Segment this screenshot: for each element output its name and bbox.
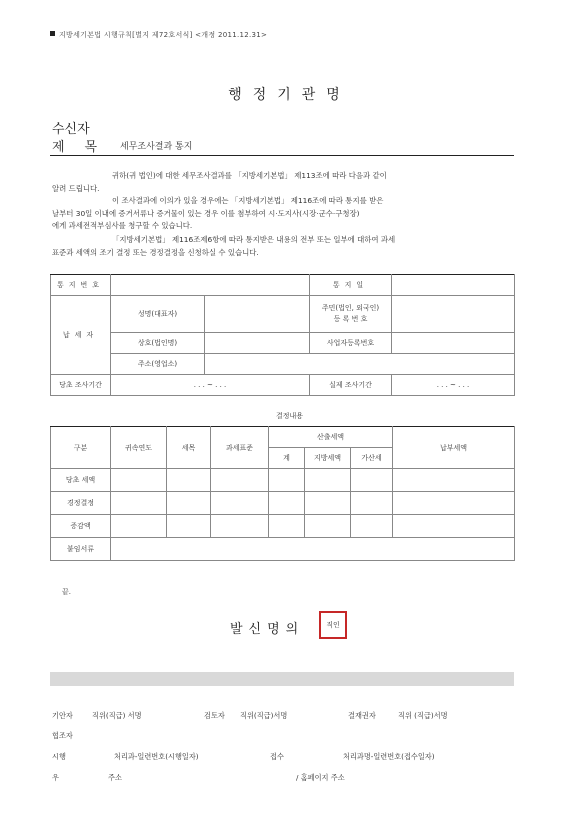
cell[interactable]	[167, 469, 211, 492]
resident-no-line: 등 록 번 호	[333, 315, 368, 323]
cell[interactable]	[351, 492, 393, 515]
subject-label: 제목	[52, 140, 118, 155]
row-label: 증감액	[51, 515, 111, 538]
row-label: 경정결정	[51, 492, 111, 515]
enforce-label: 시행	[52, 752, 66, 761]
decision-label: 결정내용	[275, 412, 304, 420]
table-row	[51, 538, 515, 561]
paragraph-line: 이 조사결과에 이의가 있을 경우에는 「지방세기본법」 제116조에 따라 통지를 받은	[112, 196, 384, 205]
paragraph-line: 귀하(귀 법인)에 대한 세무조사결과를 「지방세기본법」 제113조에 따라 다음과 같이	[112, 171, 387, 180]
decision-table	[50, 426, 515, 561]
approver-position: 직위 (직급)서명	[398, 711, 448, 720]
biz-reg-no-value[interactable]	[392, 333, 515, 354]
address-label: 주소(영업소)	[111, 354, 205, 375]
biz-reg-no-label: 사업자등록번호	[310, 333, 392, 354]
enforce-value: 처리과-일련번호(시행일자)	[114, 752, 199, 761]
cell[interactable]	[211, 469, 269, 492]
name-value[interactable]	[205, 296, 310, 333]
cell[interactable]	[211, 515, 269, 538]
sender-name: 발신명의	[230, 622, 305, 637]
cell[interactable]	[351, 515, 393, 538]
table-row	[51, 469, 515, 492]
actual-period-value[interactable]: . . . ~ . . .	[392, 375, 515, 396]
col-total: 계	[269, 448, 305, 469]
notice-no-label: 통지번호	[51, 275, 111, 296]
resident-no-label	[310, 296, 392, 333]
notice-date-value[interactable]	[392, 275, 515, 296]
attachments-label: 붙임서류	[51, 538, 111, 561]
cell[interactable]	[305, 492, 351, 515]
col-tax-item: 세목	[167, 427, 211, 469]
col-category: 구분	[51, 427, 111, 469]
table-row	[51, 492, 515, 515]
notice-paragraph-2	[52, 195, 514, 233]
cell[interactable]	[269, 492, 305, 515]
cell[interactable]	[111, 515, 167, 538]
square-bullet-icon	[50, 31, 55, 36]
notice-paragraph-1	[52, 170, 514, 195]
receipt-value: 처리과명-일련번호(접수일자)	[343, 752, 435, 761]
recipient-label: 수신자	[52, 122, 90, 137]
seal-label: 직인	[326, 621, 340, 629]
subject-divider	[50, 155, 514, 156]
cell[interactable]	[393, 469, 515, 492]
paragraph-line: 표준과 세액의 조기 결정 또는 경정결정을 신청하실 수 있습니다.	[52, 247, 259, 257]
notice-no-value[interactable]	[111, 275, 310, 296]
name-label: 성명(대표자)	[111, 296, 205, 333]
form-reference-text: 지방세기본법 시행규칙[별지 제72호서식] <개정 2011.12.31>	[59, 31, 268, 39]
resident-no-value[interactable]	[392, 296, 515, 333]
cell[interactable]	[269, 515, 305, 538]
zip-label: 우	[52, 773, 59, 782]
reviewer-position: 직위(직급)서명	[240, 711, 288, 720]
end-mark: 끝.	[62, 588, 71, 596]
taxpayer-label: 납세자	[51, 296, 111, 375]
form-reference-note	[50, 30, 267, 40]
cell[interactable]	[269, 469, 305, 492]
row-label: 당초 세액	[51, 469, 111, 492]
cell[interactable]	[351, 469, 393, 492]
notice-date-label: 통지일	[310, 275, 392, 296]
orig-period-value[interactable]: . . . ~ . . .	[111, 375, 310, 396]
taxpayer-info-table	[50, 274, 515, 396]
col-payable: 납부세액	[393, 427, 515, 469]
cell[interactable]	[393, 492, 515, 515]
cooperator-label: 협조자	[52, 731, 73, 740]
cell[interactable]	[305, 515, 351, 538]
cell[interactable]	[211, 492, 269, 515]
resident-no-line: 주민(법인, 외국인)	[321, 304, 380, 312]
notice-paragraph-3	[52, 234, 514, 259]
subject-value: 세무조사결과 통지	[120, 142, 193, 152]
cell[interactable]	[393, 515, 515, 538]
drafter-label: 기안자	[52, 711, 73, 720]
col-year: 귀속연도	[111, 427, 167, 469]
address-label: 주소	[108, 773, 122, 782]
address-value[interactable]	[205, 354, 515, 375]
separator-bar	[50, 672, 514, 686]
cell[interactable]	[167, 515, 211, 538]
reviewer-label: 검토자	[204, 711, 225, 720]
homepage-label: / 홈페이지 주소	[296, 773, 345, 782]
paragraph-line: 「지방세기본법」 제116조제6항에 따라 통지받은 내용의 전부 또는 일부에 대하여 과세	[112, 235, 396, 244]
paragraph-line: 날부터 30일 이내에 증거서류나 증거물이 있는 경우 이를 첨부하여 시·도지사(시장·군수·구청장)	[52, 208, 360, 218]
cell[interactable]	[305, 469, 351, 492]
orig-period-label: 당초 조사기간	[51, 375, 111, 396]
page-title: 행정기관명	[228, 87, 351, 103]
table-row	[51, 515, 515, 538]
col-additional: 가산세	[351, 448, 393, 469]
col-tax-base: 과세표준	[211, 427, 269, 469]
approver-label: 결재권자	[348, 711, 376, 720]
company-value[interactable]	[205, 333, 310, 354]
attachments-value[interactable]	[111, 538, 515, 561]
cell[interactable]	[111, 492, 167, 515]
actual-period-label: 실제 조사기간	[310, 375, 392, 396]
paragraph-line: 알려 드립니다.	[52, 183, 100, 193]
cell[interactable]	[111, 469, 167, 492]
drafter-position: 직위(직급) 서명	[92, 711, 142, 720]
official-seal	[319, 611, 347, 639]
col-local-tax: 지방세액	[305, 448, 351, 469]
receipt-label: 접수	[270, 752, 284, 761]
cell[interactable]	[167, 492, 211, 515]
company-label: 상호(법인명)	[111, 333, 205, 354]
paragraph-line: 에게 과세전적부심사를 청구할 수 있습니다.	[52, 221, 193, 230]
col-calc-tax: 산출세액	[269, 427, 393, 448]
